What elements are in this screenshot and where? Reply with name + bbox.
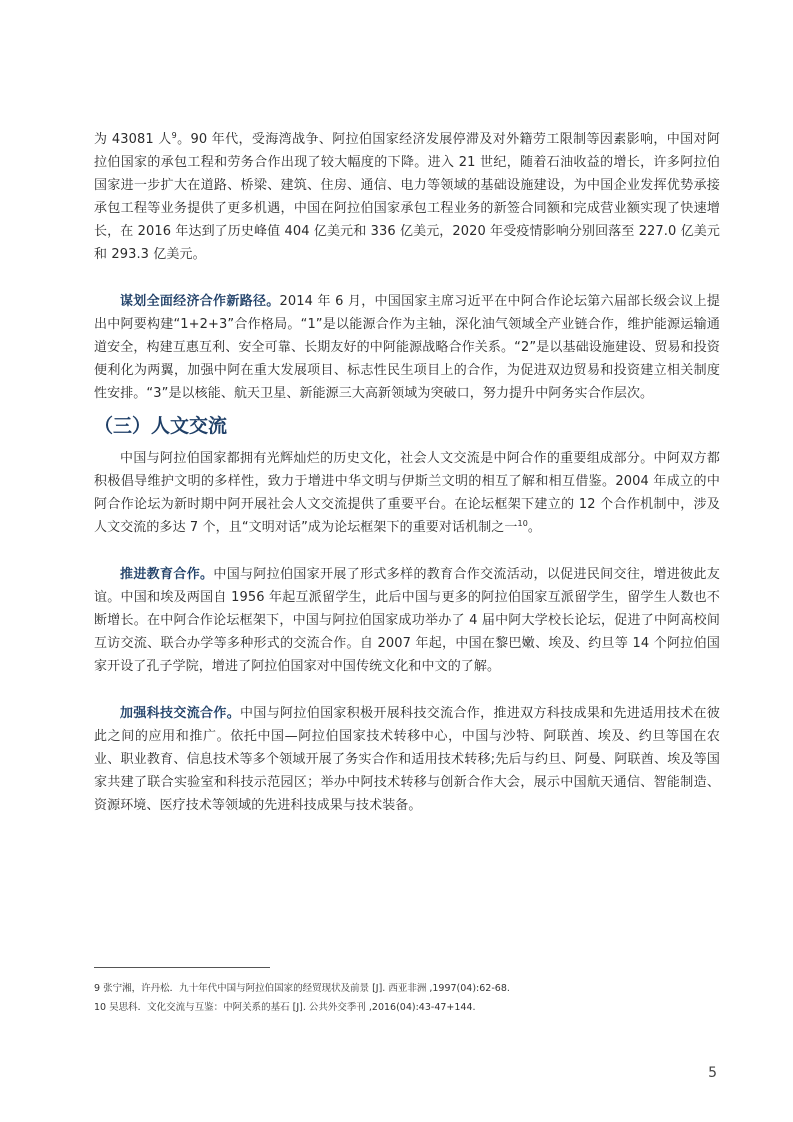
paragraph-text: 中国与阿拉伯国家积极开展科技交流合作，推进双方科技成果和先进适用技术在彼此之间的应用和推广。依托中国—阿拉伯国家技术转移中心，中国与沙特、阿联酋、埃及、约旦等国在农业、职业教育、信息技术等多个领域开展了务实合作和适用技术转移;先后与约旦、阿曼、阿联酋、埃及等国家共建了联合实验室和科技示范园区；举办中阿技术转移与创新合作大会，展示中国航天通信、智能制造、资源环境、医疗技术等领域的先进科技成果与技术装备。	[94, 706, 720, 813]
paragraph-cultural-intro	[94, 447, 720, 539]
footnotes	[94, 979, 720, 1017]
paragraph-text: 中国与阿拉伯国家开展了形式多样的教育合作交流活动，以促进民间交往，增进彼此友谊。中国和埃及两国自 1956 年起互派留学生，此后中国与更多的阿拉伯国家互派留学生，留学生人数也不断增长。在中阿合作论坛框架下，中国与阿拉伯国家成功举办了 4 届中阿大学校长论坛，促进了中阿高校间互访交流、联合办学等多种形式的交流合作。自 2007 年起，中国在黎巴嫩、埃及、约旦等 14 个阿拉伯国家开设了孔子学院，增进了阿拉伯国家对中国传统文化和中文的了解。	[94, 567, 720, 674]
paragraph-contracting-history	[94, 128, 720, 266]
paragraph-science-tech	[94, 702, 720, 817]
page-body	[94, 128, 720, 817]
paragraph-gap	[94, 266, 720, 290]
footnote-ref-10[interactable]: 10	[517, 519, 528, 528]
footnote-9: 9 张宁湘，许丹松．九十年代中国与阿拉伯国家的经贸现状及前景 [J]. 西亚非洲 ,1997(04):62-68.	[94, 983, 510, 994]
paragraph-lead: 谋划全面经济合作新路径。	[120, 294, 280, 309]
footnote-10: 10 吴思科．文化交流与互鉴：中阿关系的基石 [J]. 公共外交季刊 ,2016(04):43-47+144.	[94, 1002, 476, 1013]
paragraph-text: 中国与阿拉伯国家都拥有光辉灿烂的历史文化，社会人文交流是中阿合作的重要组成部分。中阿双方都积极倡导维护文明的多样性，致力于增进中华文明与伊斯兰文明的相互了解和相互借鉴。2004 年成立的中阿合作论坛为新时期中阿开展社会人文交流提供了重要平台。在论坛框架下建立的 12 个合作机制中，涉及人文交流的多达 7 个，且“文明对话”成为论坛框架下的重要对话机制之一	[94, 451, 720, 535]
paragraph-text: 2014 年 6 月，中国国家主席习近平在中阿合作论坛第六届部长级会议上提出中阿要构建“1+2+3”合作格局。“1”是以能源合作为主轴，深化油气领域全产业链合作，维护能源运输通道安全，构建互惠互利、安全可靠、长期友好的中阿能源战略合作关系。“2”是以基础设施建设、贸易和投资便利化为两翼，加强中阿在重大发展项目、标志性民生项目上的合作，为促进双边贸易和投资建立相关制度性安排。“3”是以核能、航天卫星、新能源三大高新领域为突破口，努力提升中阿务实合作层次。	[94, 294, 720, 401]
page-number: 5	[708, 1065, 717, 1081]
paragraph-text: 为 43081 人	[94, 132, 172, 147]
paragraph-lead: 加强科技交流合作。	[120, 706, 241, 721]
paragraph-text: 。	[527, 520, 542, 535]
section-heading-cultural-exchange: （三）人文交流	[94, 415, 228, 437]
footnote-divider	[94, 967, 270, 968]
paragraph-gap	[94, 678, 720, 702]
paragraph-education	[94, 563, 720, 678]
paragraph-economic-cooperation	[94, 290, 720, 405]
footnote-ref-9[interactable]: 9	[171, 131, 177, 140]
paragraph-lead: 推进教育合作。	[120, 567, 214, 582]
paragraph-text: 。90 年代，受海湾战争、阿拉伯国家经济发展停滞及对外籍劳工限制等因素影响，中国对阿拉伯国家的承包工程和劳务合作出现了较大幅度的下降。进入 21 世纪，随着石油收益的增长，许多阿拉伯国家进一步扩大在道路、桥梁、建筑、住房、通信、电力等领域的基础设施建设，为中国企业发挥优势承接承包工程等业务提供了更多机遇，中国在阿拉伯国家承包工程业务的新签合同额和完成营业额实现了快速增长，在 2016 年达到了历史峰值 404 亿美元和 336 亿美元，2020 年受疫情影响分别回落至 227.0 亿美元和 293.3 亿美元。	[94, 132, 720, 262]
paragraph-gap	[94, 539, 720, 563]
